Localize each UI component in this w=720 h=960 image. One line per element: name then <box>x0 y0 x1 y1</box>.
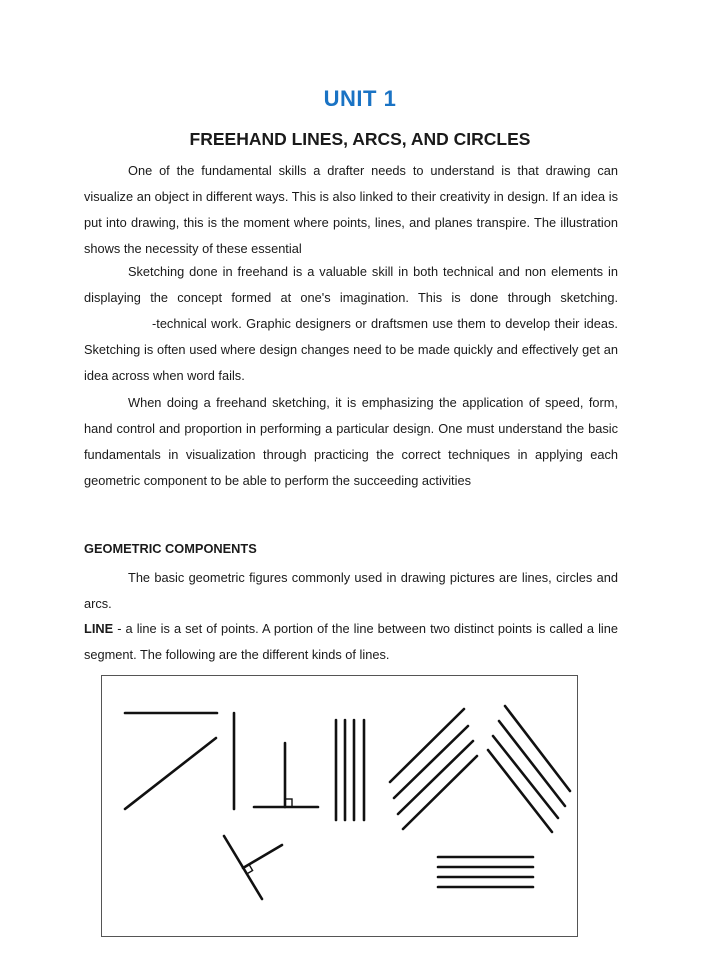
line-term: LINE <box>84 621 114 636</box>
line-definition: - a line is a set of points. A portion of the line between two distinct points is called a line segment. The following are the different kinds of lines. <box>84 621 618 662</box>
unit-title: UNIT 1 <box>323 86 397 111</box>
parallel-rising-line-3 <box>398 741 473 814</box>
lines-illustration-svg <box>102 676 579 938</box>
page-title: FREEHAND LINES, ARCS, AND CIRCLES <box>189 129 531 149</box>
paragraph-sketching <box>84 259 618 389</box>
parallel-falling-line-2 <box>499 721 565 806</box>
paragraph-geometric-intro: The basic geometric figures commonly used in drawing pictures are lines, circles and arcs. <box>84 570 618 611</box>
paragraph-line-definition <box>84 616 618 668</box>
paragraph-intro: One of the fundamental skills a drafter needs to understand is that drawing can visualize an object in different ways. This is also linked to their creativity in design. If an idea is put into drawing, this is the moment where points, lines, and planes transpire. The illustration shows the necessity of these essential <box>84 163 618 256</box>
parallel-rising-line-2 <box>394 726 468 798</box>
paragraph-sketching-part-b: -technical work. Graphic designers or draftsmen use them to develop their ideas. Sketching is often used where design changes need to be made quickly and effectively get an idea across when word fails. <box>84 316 618 383</box>
section-heading: GEOMETRIC COMPONENTS <box>84 541 257 556</box>
parallel-falling-line-3 <box>493 736 558 818</box>
paragraph-sketching-part-a: Sketching done in freehand is a valuable skill in both technical and non elements in displaying the concept formed at one's imagination. This is done through sketching. <box>84 264 618 305</box>
paragraph-freehand: When doing a freehand sketching, it is emphasizing the application of speed, form, hand control and proportion in performing a particular design. One must understand the basic fundamentals in visualization through practicing the correct techniques in applying each geometric component to be able to perform the succeeding activities <box>84 395 618 488</box>
parallel-falling-line-4 <box>488 750 552 832</box>
parallel-falling-line-1 <box>505 706 570 791</box>
oblique-line <box>125 738 216 809</box>
parallel-rising-line-1 <box>390 709 464 782</box>
parallel-rising-line-4 <box>403 756 477 829</box>
lines-illustration <box>101 675 578 937</box>
